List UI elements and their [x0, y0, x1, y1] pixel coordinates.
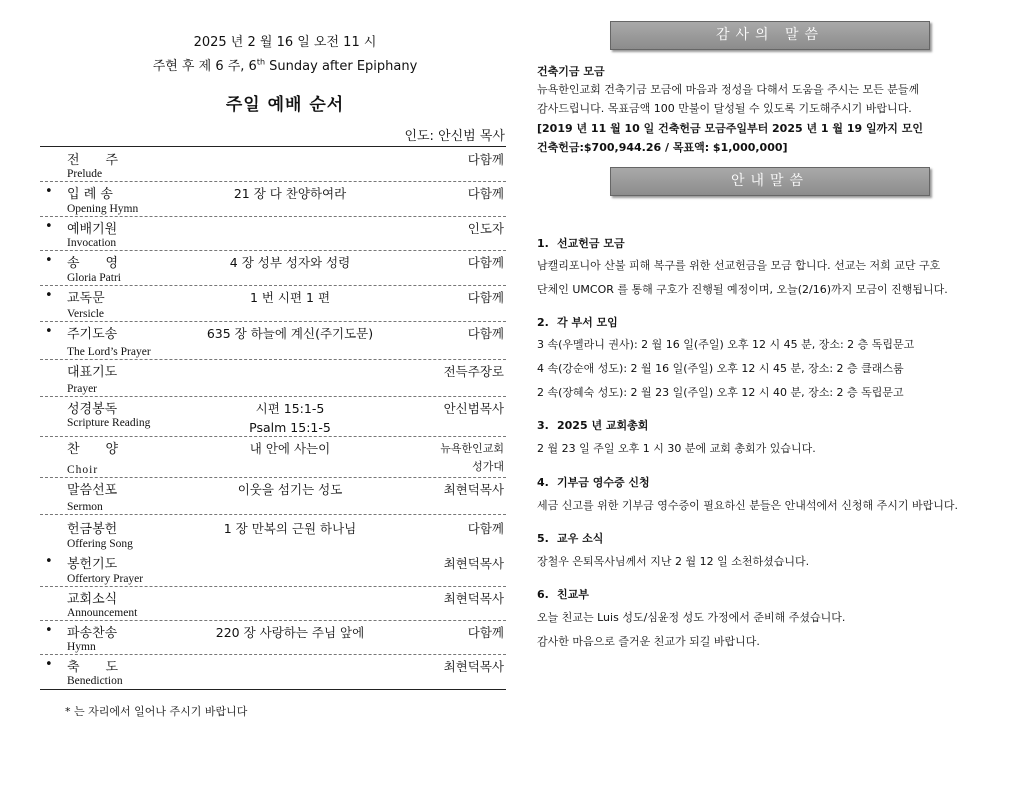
order-title-en: The Lord’s Prayer: [67, 346, 151, 358]
page-title: 주일 예배 순서: [225, 95, 345, 115]
order-detail: 4 장 성부 성자와 성령: [229, 255, 351, 270]
thanks-heading: 건축기금 모금: [537, 65, 605, 78]
order-leader: 뉴욕한인교회: [440, 442, 504, 455]
order-detail-secondary: Psalm 15:1-5: [249, 420, 331, 435]
order-title-en: Offertory Prayer: [67, 573, 144, 585]
standing-marker: •: [45, 554, 53, 569]
order-row-versicle: [40, 286, 506, 322]
order-row-gloria-patri: [40, 251, 506, 286]
notice-title: 4. 기부금 영수증 신청: [537, 476, 650, 489]
order-detail: 시편 15:1-5: [255, 401, 325, 416]
notice-title: 2. 각 부서 모임: [537, 316, 618, 329]
order-leader: 최현덕목사: [443, 591, 504, 606]
order-leader: 다함께: [467, 625, 504, 640]
order-leader: 다함께: [467, 152, 504, 167]
order-detail: 이웃을 섬기는 성도: [237, 482, 343, 497]
order-title-ko: 주기도송: [67, 327, 118, 342]
order-title-en: Opening Hymn: [67, 203, 139, 215]
order-title-ko: 송 영: [67, 256, 119, 271]
order-title-ko: 축 도: [67, 660, 119, 675]
week-sup: th: [256, 57, 266, 67]
order-title-ko: 전 주: [67, 153, 119, 168]
order-title-en: Sermon: [67, 501, 103, 513]
order-title-ko: 헌금봉헌: [67, 522, 118, 537]
order-row-hymn: [40, 621, 506, 655]
table-bottom-rule: [40, 689, 506, 690]
order-title-en: Choir: [67, 464, 99, 476]
order-row-prelude: [40, 148, 506, 182]
order-title-en: Scripture Reading: [67, 417, 151, 429]
notice-line: 장철우 은퇴목사님께서 지난 2 월 12 일 소천하셨습니다.: [537, 555, 810, 568]
order-detail: 1 장 만복의 근원 하나님: [223, 521, 357, 536]
order-leader: 다함께: [467, 186, 504, 201]
week-ko: 주현 후 제 6 주, 6: [152, 59, 257, 74]
order-title-ko: 교독문: [67, 291, 105, 306]
order-title-en: Versicle: [67, 308, 105, 320]
thanks-line: 감사드립니다. 목표금액 100 만불이 달성될 수 있도록 기도해주시기 바랍니다.: [537, 102, 912, 115]
standing-marker: •: [45, 657, 53, 672]
order-title-ko: 예배기원: [67, 222, 118, 237]
order-row-announcement: [40, 587, 506, 621]
notice-line: 단체인 UMCOR 를 통해 구호가 진행될 예정이며, 오늘(2/16)까지 모금이 진행됩니다.: [537, 283, 948, 296]
order-leader-secondary: 성가대: [472, 460, 504, 473]
order-detail: 1 번 시편 1 편: [249, 290, 331, 305]
order-title-ko: 파송찬송: [67, 626, 118, 641]
notice-line: 2 월 23 일 주일 오후 1 시 30 분에 교회 총회가 있습니다.: [537, 442, 816, 455]
standing-marker: •: [45, 253, 53, 268]
notice-line: 3 속(우멜라니 권사): 2 월 16 일(주일) 오후 12 시 45 분, 장소: 2 층 독립문고: [537, 338, 915, 351]
week-en: Sunday after Epiphany: [265, 59, 418, 74]
order-leader: 다함께: [467, 255, 504, 270]
order-title-en: Benediction: [67, 675, 123, 687]
order-row-opening-hymn: [40, 182, 506, 217]
order-title-ko: 대표기도: [67, 365, 118, 380]
order-row-choir: [40, 437, 506, 478]
standing-marker: •: [45, 324, 53, 339]
notice-line: 감사한 마음으로 즐거운 친교가 되길 바랍니다.: [537, 635, 760, 648]
thanks-line: 뉴욕한인교회 건축기금 모금에 마음과 정성을 다해서 도움을 주시는 모든 분들께: [537, 83, 920, 96]
order-title-en: Invocation: [67, 237, 117, 249]
order-leader: 안신범목사: [443, 401, 504, 416]
notice-line: 2 속(장혜숙 성도): 2 월 23 일(주일) 오후 12 시 40 분, 장소: 2 층 독립문고: [537, 386, 904, 399]
notice-line: 남캘리포니아 산불 피해 복구를 위한 선교헌금을 모금 합니다. 선교는 저희 교단 구호: [537, 259, 941, 272]
service-leader: 인도: 안신범 목사: [404, 129, 505, 144]
standing-footnote: * 는 자리에서 일어나 주시기 바랍니다: [65, 705, 248, 718]
order-title-en: Hymn: [67, 641, 96, 653]
standing-marker: •: [45, 184, 53, 199]
service-date: 2025 년 2 월 16 일 오전 11 시: [193, 35, 377, 50]
table-top-rule: [40, 146, 506, 147]
order-title-ko: 봉헌기도: [67, 557, 118, 572]
order-title-ko: 찬 양: [67, 442, 119, 457]
order-detail: 21 장 다 찬양하여라: [233, 186, 347, 201]
order-leader: 인도자: [467, 221, 504, 236]
order-title-ko: 말씀선포: [67, 483, 118, 498]
order-row-prayer: [40, 360, 506, 397]
order-row-benediction: [40, 655, 506, 688]
order-title-ko: 성경봉독: [67, 402, 118, 417]
order-leader: 최현덕목사: [443, 482, 504, 497]
notice-line: 세금 신고를 위한 기부금 영수증이 필요하신 분들은 안내석에서 신청해 주시기 바랍니다.: [537, 499, 958, 512]
order-leader: 최현덕목사: [443, 659, 504, 674]
notice-line: 4 속(강순애 성도): 2 월 16 일(주일) 오후 12 시 45 분, 장소: 2 층 클래스룸: [537, 362, 904, 375]
order-row-lords-prayer: [40, 322, 506, 360]
order-detail: 내 안에 사는이: [249, 441, 331, 456]
order-row-sermon: [40, 478, 506, 515]
order-detail: 635 장 하늘에 계신(주기도문): [206, 326, 374, 341]
notices-banner: 안내말씀: [610, 167, 930, 196]
order-row-offertory-prayer: [40, 552, 506, 587]
order-title-en: Prelude: [67, 168, 103, 180]
order-detail: 220 장 사랑하는 주님 앞에: [215, 625, 365, 640]
thanks-total-line: 건축헌금:$700,944.26 / 목표액: $1,000,000]: [537, 141, 788, 154]
standing-marker: •: [45, 288, 53, 303]
notice-title: 1. 선교헌금 모금: [537, 237, 625, 250]
order-title-en: Offering Song: [67, 538, 133, 550]
order-title-en: Prayer: [67, 383, 98, 395]
notice-line: 오늘 친교는 Luis 성도/심윤정 성도 가정에서 준비해 주셨습니다.: [537, 611, 846, 624]
order-leader: 전득주장로: [443, 364, 504, 379]
standing-marker: •: [45, 623, 53, 638]
service-week: [0, 55, 570, 74]
order-title-ko: 입 례 송: [67, 187, 113, 202]
order-leader: 다함께: [467, 521, 504, 536]
notice-title: 3. 2025 년 교회총회: [537, 419, 649, 432]
order-title-en: Gloria Patri: [67, 272, 121, 284]
order-row-offering: [40, 517, 506, 551]
order-row-scripture: [40, 397, 506, 437]
order-leader: 다함께: [467, 326, 504, 341]
thanks-banner: 감사의 말씀: [610, 21, 930, 50]
notice-title: 6. 친교부: [537, 588, 589, 601]
notice-title: 5. 교우 소식: [537, 532, 604, 545]
order-title-en: Announcement: [67, 607, 138, 619]
order-leader: 최현덕목사: [443, 556, 504, 571]
thanks-total-line: [2019 년 11 월 10 일 건축헌금 모금주일부터 2025 년 1 월 19 일까지 모인: [537, 122, 923, 135]
order-title-ko: 교회소식: [67, 592, 118, 607]
standing-marker: •: [45, 219, 53, 234]
order-leader: 다함께: [467, 290, 504, 305]
order-row-invocation: [40, 217, 506, 251]
